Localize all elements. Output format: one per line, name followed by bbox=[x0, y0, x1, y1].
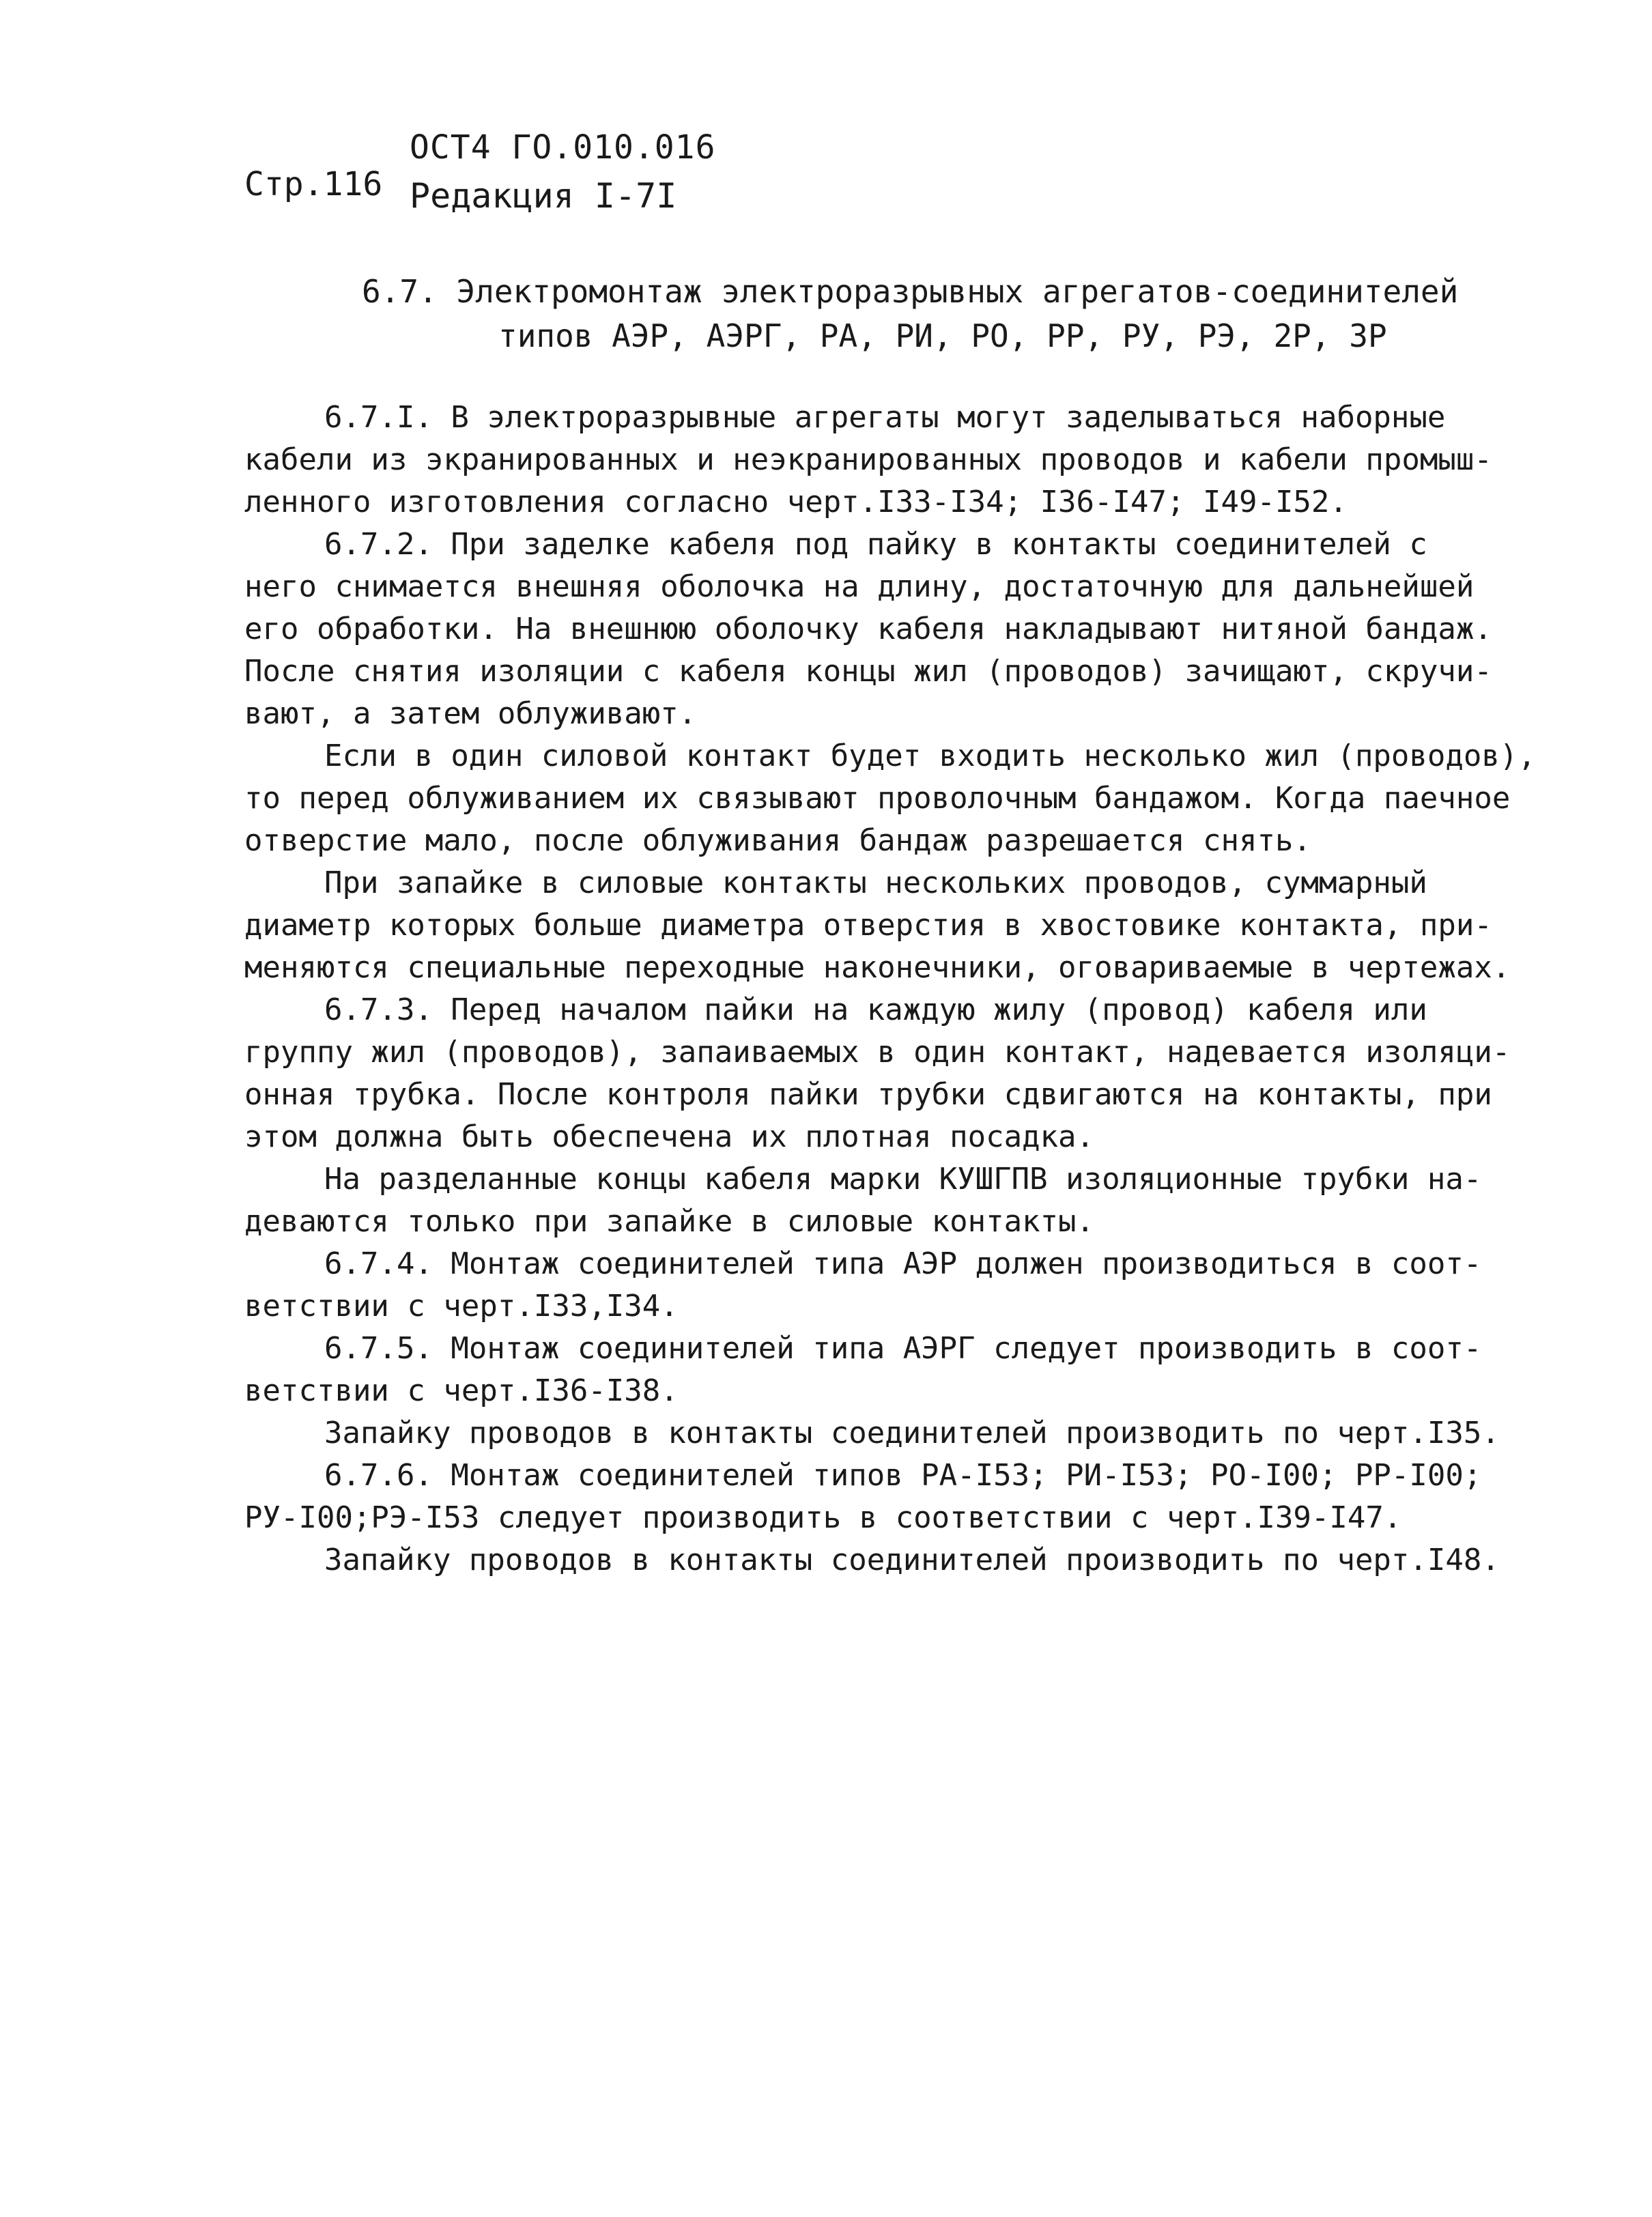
body-line: 6.7.5. Монтаж соединителей типа АЭРГ следует производить в соот- bbox=[324, 1331, 1482, 1366]
body-line: его обработки. На внешнюю оболочку кабеля накладывают нитяной бандаж. bbox=[244, 612, 1492, 646]
body-line: него снимается внешняя оболочка на длину, достаточную для дальнейшей bbox=[244, 569, 1475, 604]
edition-label: Редакция I-7I bbox=[410, 176, 677, 216]
body-line: кабели из экранированных и неэкранированных проводов и кабели промыш- bbox=[244, 442, 1492, 477]
body-line: то перед облуживанием их связывают проволочным бандажом. Когда паечное bbox=[244, 781, 1511, 816]
body-line: 6.7.3. Перед началом пайки на каждую жилу (провод) кабеля или bbox=[324, 992, 1427, 1027]
section-title-continued: типов АЭР, АЭРГ, РА, РИ, РО, РР, РУ, РЭ, 2Р, 3Р bbox=[498, 317, 1387, 354]
body-line: деваются только при запайке в силовые контакты. bbox=[244, 1204, 1095, 1239]
body-line: меняются специальные переходные наконечники, оговариваемые в чертежах. bbox=[244, 950, 1511, 985]
body-line: онная трубка. После контроля пайки трубки сдвигаются на контакты, при bbox=[244, 1077, 1492, 1112]
body-line: Запайку проводов в контакты соединителей производить по черт.I48. bbox=[324, 1543, 1500, 1577]
body-line: 6.7.2. При заделке кабеля под пайку в контакты соединителей с bbox=[324, 527, 1427, 562]
section-title: 6.7. Электромонтаж электроразрывных агрегатов-соединителей bbox=[362, 273, 1459, 310]
body-line: 6.7.I. В электроразрывные агрегаты могут заделываться наборные bbox=[324, 400, 1446, 435]
body-line: Запайку проводов в контакты соединителей производить по черт.I35. bbox=[324, 1416, 1500, 1450]
body-line: ленного изготовления согласно черт.I33-I34; I36-I47; I49-I52. bbox=[244, 485, 1348, 519]
body-line: 6.7.4. Монтаж соединителей типа АЭР должен производиться в соот- bbox=[324, 1246, 1482, 1281]
body-line: этом должна быть обеспечена их плотная посадка. bbox=[244, 1119, 1095, 1154]
body-line: вают, а затем облуживают. bbox=[244, 696, 697, 731]
body-line: Если в один силовой контакт будет входить несколько жил (проводов), bbox=[324, 739, 1536, 773]
body-line: отверстие мало, после облуживания бандаж разрешается снять. bbox=[244, 823, 1311, 858]
body-line: На разделанные концы кабеля марки КУШГПВ изоляционные трубки на- bbox=[324, 1162, 1482, 1197]
body-line: РУ-I00;РЭ-I53 следует производить в соответствии с черт.I39-I47. bbox=[244, 1500, 1402, 1535]
body-line: ветствии с черт.I33,I34. bbox=[244, 1289, 679, 1324]
body-line: После снятия изоляции с кабеля концы жил (проводов) зачищают, скручи- bbox=[244, 654, 1492, 689]
standard-code: ОСТ4 ГО.010.016 bbox=[410, 128, 716, 167]
body-line: 6.7.6. Монтаж соединителей типов РА-I53; РИ-I53; РО-I00; РР-I00; bbox=[324, 1458, 1482, 1493]
body-line: При запайке в силовые контакты нескольких проводов, суммарный bbox=[324, 866, 1427, 900]
body-line: ветствии с черт.I36-I38. bbox=[244, 1373, 679, 1408]
body-line: группу жил (проводов), запаиваемых в один контакт, надевается изоляци- bbox=[244, 1035, 1511, 1070]
body-line: диаметр которых больше диаметра отверстия в хвостовике контакта, при- bbox=[244, 908, 1492, 943]
page-number: Стр.116 bbox=[244, 165, 383, 203]
